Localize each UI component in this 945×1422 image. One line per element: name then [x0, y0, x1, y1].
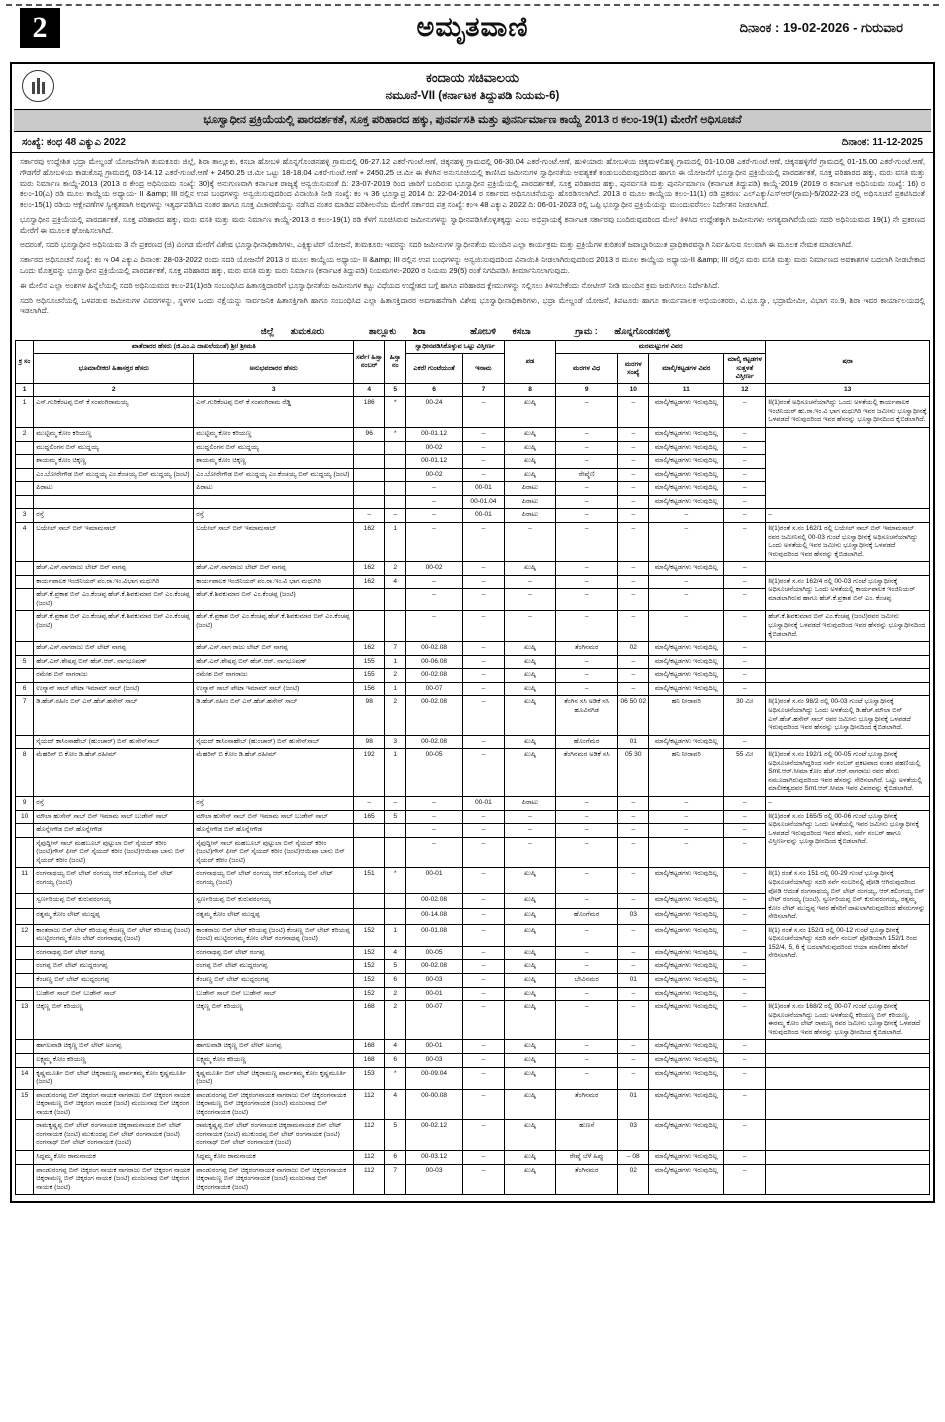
remark-cell: [766, 1053, 930, 1067]
remark-cell: II(1)ರಂತೆ ಸ.ನಂ 162/4 ರಲ್ಲಿ 00-03 ಗುಂಟೆ ಭೂಸ್ವಾಧೀನಕ್ಕೆ ಅಧಿಸೂಚನೆಯಾಗಿದ್ದು ಒಂದು ಅಳತೆಯಲ್ಲಿ ಕಾರ್ಯಪಾಲಕ ಇಂಜಿನಿಯರ್ ಮಾಡಲಾಗಿರುವ ಹಾಗೂ ಹೆಚ್.ಕೆ.ಪ್ರಕಾಶ ಬಿನ್ ಎಂ. ಕೆಂಚಪ್ಪ: [766, 575, 930, 611]
header-owners-group: ಖಾತೆದಾರರ ಹೆಸರು (ಜಿ.ಎಂ.ಎ ದಾಖಲೆಯಂತೆ) ಶ್ರೀ/ ಶ್ರೀಮತಿ: [34, 341, 354, 354]
ref-date: ದಿನಾಂಕ: 11-12-2025: [841, 137, 923, 148]
remark-cell: [766, 1089, 930, 1120]
table-row: 8 ಮೆಹರಿನ್ ಬಿ ಕೋಂ ಡಿ.ಹೆಚ್.ರಹೀಮ್ ಮೆಹರಿನ್ ಬಿ ಕೋಂ ಡಿ.ಹೆಚ್.ರಹೀಮ್ 192 1 00-05 – ಖುಷ್ಕಿ ತೆಂಗಿನಮರ ಅಡಿಕೆ ಸಸಿ 05 30 ಹನಿ ನೀರಾವರಿ 55 ಮೀ II(1)ರಂತೆ ಸ.ನಂ 192/1 ರಲ್ಲಿ 00-05 ಗುಂಟೆ ಭೂಸ್ವಾಧೀನಕ್ಕೆ ಅಧಿಸೂಚನೆಯಾಗಿದ್ದರಿಂದ ಸರ್ವೆ ನಂಬರ್ ಪ್ರಕಟವಾದ ನಂತರ ಪಹಣಿಯಲ್ಲಿ Smt.ಆರ್.ಸೀಮಾ ಕೋಂ ಹೆಚ್.ಆರ್.ನಾಗರಾಜು ರವರ ಹೆಸರು ನಮೂದಾಗಿರುವುದರಿಂದ ಇವರ ಹೆಸರನ್ನು ಸೇರಿಸಲಾಗಿದೆ. ಒಟ್ಟು ಅಳತೆಯಲ್ಲಿ ಮಾಲೀಕತ್ವದವರ Smt.ಆರ್.ಸೀಮಾ ಇವರ ವಿವರವನ್ನು ಕೈಬಿಡಲಾಗಿದೆ.: [16, 749, 930, 797]
header-occupant: ಅನುಭವದಾರರ ಹೆಸರು: [194, 354, 354, 384]
remark-cell: II(1)ರಂತೆ ಸ.ನಂ 168/2 ರಲ್ಲಿ 00-07 ಗುಂಟೆ ಭೂಸ್ವಾಧೀನಕ್ಕೆ ಅಧಿಸೂಚನೆಯಾಗಿದ್ದು ಒಂದು ಅಳತೆಯಲ್ಲಿ ಕರಿಯಣ್ಣ ಬಿನ್ ಕರಿಯಣ್ಣ, ಈರಮ್ಮ ಕೋಂ ಲೇಟ್ ರಾಮಣ್ಣ ರವರ ಜಮೀನು ಭೂಸ್ವಾಧೀನಕ್ಕೆ ಒಳಪಡದೆ ಇರುವುದರಿಂದ ಇವರ ಹೆಸರನ್ನು ಭೂಸ್ವಾಧೀನದಿಂದ ಕೈಬಿಡಲಾಗಿದೆ.: [766, 1001, 930, 1040]
header-remarks: ಷರಾ: [766, 341, 930, 384]
remark-cell: II(1)ರಂತೆ ಅಧಿಸೂಚನೆಯಾಗಿದ್ದು ಒಂದು ಅಳತೆಯಲ್ಲಿ ಕಾರ್ಯಪಾಲಕ ಇಂಜಿನಿಯರ್ ಹು.ರಾ.ಇಂ.ವಿ ಭಾಗ ಮಧುಗಿರಿ ಇವರ ಜಮೀನು ಭೂಸ್ವಾಧೀನಕ್ಕೆ ಒಳಪಡದೆ ಇರುವುದರಿಂದ ಇವರ ಹೆಸರನ್ನು ಭೂಸ್ವಾಧೀನದಿಂದ ಕೈಬಿಡಲಾಗಿದೆ.: [766, 397, 930, 428]
remark-cell: II(1)ರಂತೆ ಸ.ನಂ 165/5 ರಲ್ಲಿ 00-06 ಗುಂಟೆ ಭೂಸ್ವಾಧೀನಕ್ಕೆ ಅಧಿಸೂಚನೆಯಾಗಿದ್ದು ಒಂದು ಅಳತೆಯಲ್ಲಿ ಇವರ ಜಮೀನು ಭೂಸ್ವಾಧೀನಕ್ಕೆ ಒಳಪಡದೆ ಇರುವುದರಿಂದ ಇವರ ಹೆಸರು, ಸರ್ವೆ ನಂಬರ್ ಹಾಗೂ ವಿಸ್ತೀರ್ಣವನ್ನು ಭೂಸ್ವಾಧೀನದಿಂದ ಕೈಬಿಡಲಾಗಿದೆ.: [766, 810, 930, 868]
page-number: 2: [20, 8, 60, 48]
header-extent2: ಇನಾಮ: [462, 354, 504, 384]
notice-table-body: [16, 397, 930, 1195]
subject-bar: ಭೂಸ್ವಾಧೀನ ಪ್ರಕ್ರಿಯೆಯಲ್ಲಿ ಪಾರದರ್ಶಕತೆ, ಸೂಕ್ತ ಪರಿಹಾರದ ಹಕ್ಕು, ಪುನರ್ವಸತಿ ಮತ್ತು ಪುನರ್ನಿರ್ಮಾಣ ಕಾಯ್ದೆ 2013 ರ ಕಲಂ-19(1) ಮೇರೆಗೆ ಅಧಿಸೂಚನೆ: [14, 109, 931, 132]
remark-cell: [766, 1040, 930, 1054]
header-extent-group: ಸ್ವಾಧೀನಪಡಿಸಿಕೊಳ್ಳುವ ಒಟ್ಟು ವಿಸ್ತೀರ್ಣ: [406, 341, 505, 354]
remark-cell: [766, 1120, 930, 1151]
location-line: [12, 326, 933, 337]
paragraph: ಸರ್ಕಾರವು ಉದ್ದೇಶಿತ ಭದ್ರಾ ಮೇಲ್ದಂಡೆ ಯೋಜನೆಗಾಗಿ ತುಮಕೂರು ಜಿಲ್ಲೆ, ಶಿರಾ ತಾಲ್ಲೂಕು, ಕಸಬಾ ಹೋಬಳಿ ಹೊನ್ನಗೊಂಡನಹಳ್ಳಿ ಗ್ರಾಮದಲ್ಲಿ 06-27.12 ಎಕರೆ-ಗುಂಟೆ.ಆಣೆ, ಚಿಕ್ಕನಹಳ್ಳಿ ಗ್ರಾಮದಲ್ಲಿ 06-30.04 ಎಕರೆ-ಗುಂಟೆ.ಆಣೆ, ಹುಳಿಯಾರು ಹೋಬಳಿಯ ಚಿಕ್ಕಮಳಲಿಹಳ್ಳಿ ಗ್ರಾಮದಲ್ಲಿ 01-10.08 ಎಕರೆ-ಗುಂಟೆ.ಆಣೆ, ಚಿಕ್ಕನಹಳ್ಳಿಗೆರೆ ಗ್ರಾಮದಲ್ಲಿ 01-15.00 ಎಕರೆ-ಗುಂಟೆ.ಆಣೆ, ಗೌಡಗೆರೆ ಹೋಬಳಿಯ ಕಾಡುಕೊಪ್ಪ ಗ್ರಾಮದಲ್ಲಿ 03-14.12 ಎಕರೆ-ಗುಂಟೆ.ಆಣೆ + 2450.25 ಚ.ಮೀ ಒಟ್ಟು 18-18.04 ಎಕರೆ-ಗುಂಟೆ.ಆಣೆ + 2450.25 ಚ.ಮೀ ಈ ಕೆಳಗಿನ ಅನುಸೂಚಿಯಲ್ಲಿ ಕಾಣಿಸಿದ ಜಮೀನುಗಳ ಸ್ವಾಧೀನತೆಯ ಅವಶ್ಯಕತೆ ಕಂಡುಬಂದಿರುವುದರಿಂದ ಹಾಗೂ ಈ ಯೋಜನೆಗೆ ಭೂಸ್ವಾಧೀನ ಪ್ರಕ್ರಿಯೆಯಲ್ಲಿ ಪಾರದರ್ಶಕತೆ, ಸೂಕ್ತ ಪರಿಹಾರದ ಹಕ್ಕು, ಮರು ವಸತಿ ಮತ್ತು ಮರು ನಿರ್ಮಾಣ ಕಾಯ್ದೆ-2013 (2013 ರ ಕೇಂದ್ರ ಅಧಿನಿಯಮ ಸಂಖ್ಯೆ: 30)ಕ್ಕೆ ಅನುಗುಣವಾಗಿ ಕರ್ನಾಟಕ ರಾಜ್ಯಕ್ಕೆ ಅನ್ವಯಿಸುವಂತೆ ದಿ: 23-07-2019 ರಿಂದ ಜಾರಿಗೆ ಬಂದಿರುವ ಭೂಸ್ವಾಧೀನ ಪ್ರಕ್ರಿಯೆಯಲ್ಲಿ ಪಾರದರ್ಶಕತೆ, ಸೂಕ್ತ ಪರಿಹಾರದ ಹಕ್ಕು, ಪುನರ್ವಸತಿ ಮತ್ತು ಪುನರ್ನಿರ್ಮಾಣ (ಕರ್ನಾಟಕ ತಿದ್ದುಪಡಿ) ಕಾಯ್ದೆ-2019 (2019 ರ ಕರ್ನಾಟಕ ಅಧಿನಿಯಮ ಸಂಖ್ಯೆ: 16) ರ ಕಲಂ-10(ಎ) ರಡಿ ಮೂಲ ಕಾಯ್ದೆಯ ಅಧ್ಯಾಯ- II &amp; III ರಲ್ಲಿನ ಉಪ ಬಂಧಗಳನ್ನು ಅನ್ವಯಿಸುವುದರಿಂದ ವಿನಾಯಿತಿ ನೀಡಿ ಸಂಖ್ಯೆ: ಕಂ ಇ 36 ಭೂಸ್ವಾಪ್ರ 2014 ದಿ: 22-04-2014 ರ ಸರ್ಕಾರದ ಅಧಿಸೂಚನೆಯನ್ನು ಹೊರಡಿಸಲಾಗಿದೆ. 2013 ರ ಮೂಲ ಕಾಯ್ದೆಯ ಕಲಂ-11(1) ರಡಿ ಪ್ರಕರಣ: ಎಲ್ಎಕ್ಯು/ಎಸ್ಆರ್(ಗ್ರಾಮ)-5/2022-23 ರಲ್ಲಿ ಅಧಿಸೂಚನೆ ಪ್ರಕಟಿಸಿದಂತೆ ಕಲಂ-15(1) ರಡಿಯ ಆಕ್ಷೇಪಣೆಗಳ ಸ್ವೀಕೃತವಾಗಿ ಅವುಗಳನ್ನು ಇತ್ಯರ್ಥಪಡಿಸಿದ ನಂತರ ಹಾಗೂ ಸೂಕ್ತ ವಿಚಾರಣೆಯನ್ನು ನಡೆಸಿದ ನಂತರ ಮಾಡಿದ ಪರಿಶೀಲನೆಯ ಮೇರೆಗೆ ಸರ್ಕಾರದ ಪತ್ರ ಸಂಖ್ಯೆ: ಕಂಇ 48 ಎಕ್ಯುಎ 2022 ದಿ: 06-01-2023 ರಲ್ಲಿ ಒಪ್ಪಿ ಭೂಸ್ವಾಧೀನ ಪ್ರಕ್ರಿಯೆಯನ್ನು ಮುಂದುವರೆಸಲು ನಿರ್ದೇಶನ ನೀಡಲಾಗಿದೆ.: [20, 157, 925, 210]
column-number-row: 1 2 3 4 5 6 7 8 9 10 11 12 13: [16, 384, 930, 397]
table-row: – 00-01.04 ಪಿರಾಟು – – ಮಾಲ್ಕಿ/ಕಟ್ಟಡಗಳು ಇರುವುದಿಲ್ಲ –: [16, 495, 930, 509]
remark-cell: [766, 562, 930, 576]
paragraph: ಸರ್ಕಾರದ ಅಧಿಸೂಚನೆ ಸಂಖ್ಯೆ: ಕಂ ಇ 04 ಎಕ್ಯುಎ ದಿನಾಂಕ: 28-03-2022 ರಂದು ಸದರಿ ಯೋಜನೆಗೆ 2013 ರ ಮೂಲ ಕಾಯ್ದೆಯ ಅಧ್ಯಾಯ- II &amp; III ರಲ್ಲಿನ ಉಪ ಬಂಧಗಳನ್ನು ಅನ್ವಯಿಸುವುದರಿಂದ ವಿನಾಯಿತಿ ನೀಡಲಾಗಿರುವುದರಿಂದ 2013 ರ ಮೂಲ ಕಾಯ್ದೆಯ ಅಧ್ಯಾಯ-II &amp; III ರಲ್ಲಿನ ಮರು ವಸತಿ ಮತ್ತು ಮರು ನಿರ್ಮಾಣದ ಅವಕಾಶಗಳ ಬದಲಾಗಿ ನೀಡಬೇಕಾದ ಒಂದು ಮೊತ್ತವನ್ನು ಭೂಸ್ವಾಧೀನ ಪ್ರಕ್ರಿಯೆಯಲ್ಲಿ ಪಾರದರ್ಶಕತೆ, ಸೂಕ್ತ ಪರಿಹಾರದ ಹಕ್ಕು, ಮರು ವಸತಿ ಮತ್ತು ಮರು ನಿರ್ಮಾಣ (ಕರ್ನಾಟಕ ತಿದ್ದುಪಡಿ) ನಿಯಮಗಳು-2020 ರ ನಿಯಮ 29(5) ರಂತೆ ನಿಗದಿಪಡಿಸಿ ತೀರ್ಮಾನಿಸಲಾಗುವುದು.: [20, 255, 925, 276]
header-bldg: ಮಾಲ್ಕಿ/ಕಟ್ಟಡಗಳ ವಿವರ: [649, 354, 724, 384]
table-row: ರಾಮಕೃಷ್ಣಪ್ಪ ಬಿನ್ ಲೇಟ್ ರಂಗನಾಯಕ ಚಿಕ್ಕರಾಮನಾಯಕ ಬಿನ್ ಲೇಟ್ ರಂಗನಾಯಕ (ಜಂಟಿ) ಮುಕುಂದಪ್ಪ ಬಿನ್ ಲೇಟ್ ರಂಗನಾಯಕ (ಜಂಟಿ) ರಂಗನಾಥ್ ಬಿನ್ ಲೇಟ್ ರಂಗನಾಯಕ (ಜಂಟಿ) ರಾಮಕೃಷ್ಣಪ್ಪ ಬಿನ್ ಲೇಟ್ ರಂಗನಾಯಕ ಚಿಕ್ಕರಾಮನಾಯಕ ಬಿನ್ ಲೇಟ್ ರಂಗನಾಯಕ (ಜಂಟಿ) ಮುಕುಂದಪ್ಪ ಬಿನ್ ಲೇಟ್ ರಂಗನಾಯಕ (ಜಂಟಿ) ರಂಗನಾಥ್ ಬಿನ್ ಲೇಟ್ ರಂಗನಾಯಕ (ಜಂಟಿ) 112 5 00-02.12 – ಖುಷ್ಕಿ ಹುಣಸೆ 03 ಮಾಲ್ಕಿ/ಕಟ್ಟಡಗಳು ಇರುವುದಿಲ್ಲ –: [16, 1120, 930, 1151]
emblem-icon: [22, 70, 54, 102]
remark-cell: II(1)ರಂತೆ ಸ.ನಂ 192/1 ರಲ್ಲಿ 00-05 ಗುಂಟೆ ಭೂಸ್ವಾಧೀನಕ್ಕೆ ಅಧಿಸೂಚನೆಯಾಗಿದ್ದರಿಂದ ಸರ್ವೆ ನಂಬರ್ ಪ್ರಕಟವಾದ ನಂತರ ಪಹಣಿಯಲ್ಲಿ Smt.ಆರ್.ಸೀಮಾ ಕೋಂ ಹೆಚ್.ಆರ್.ನಾಗರಾಜು ರವರ ಹೆಸರು ನಮೂದಾಗಿರುವುದರಿಂದ ಇವರ ಹೆಸರನ್ನು ಸೇರಿಸಲಾಗಿದೆ. ಒಟ್ಟು ಅಳತೆಯಲ್ಲಿ ಮಾಲೀಕತ್ವದವರ Smt.ಆರ್.ಸೀಮಾ ಇವರ ವಿವರವನ್ನು ಕೈಬಿಡಲಾಗಿದೆ.: [766, 749, 930, 797]
table-row: ಸೈಫುದ್ದೀನ್ ಸಾಬ್ ಮಹಬೂಬ್ ಪುಟ್ಟುಲಾ ಬಿನ್ ಸೈಯದ್ ಕರೀಂ (ಜಂಟಿ)ಗೌಸ್ ಫೀರ್ ಬಿನ್ ಸೈಯದ್ ಕರೀಂ (ಜಂಟಿ)ಆಯಿಷಾ ಬಾನು ಬಿನ್ ಸೈಯದ್ ಕರೀಂ (ಜಂಟಿ) ಸೈಫುದ್ದೀನ್ ಸಾಬ್ ಮಹಬೂಬ್ ಪುಟ್ಟುಲಾ ಬಿನ್ ಸೈಯದ್ ಕರೀಂ (ಜಂಟಿ)ಗೌಸ್ ಫೀರ್ ಬಿನ್ ಸೈಯದ್ ಕರೀಂ (ಜಂಟಿ)ಆಯಿಷಾ ಬಾನು ಬಿನ್ ಸೈಯದ್ ಕರೀಂ (ಜಂಟಿ) – – – – – – –: [16, 837, 930, 868]
table-row: ಸೈಯದ್ ಕಾಸಿಂಸಾಹೇಬ್ (ಹುಂಚಾರ್) ಬಿನ್ ಹುಸೇನ್‌ಸಾಬ್ ಸೈಯದ್ ಕಾಸಿಂಸಾಹೇಬ್ (ಹುಂಚಾರ್) ಬಿನ್ ಹುಸೇನ್‌ಸಾಬ್ 98 3 00-02.08 – ಖುಷ್ಕಿ ಹೊಂಗೆಮರ 01 ಮಾಲ್ಕಿ/ಕಟ್ಟಡಗಳು ಇರುವುದಿಲ್ಲ –: [16, 735, 930, 749]
header-tree-count: ಮರಗಳ ಸಂಖ್ಯೆ: [618, 354, 649, 384]
table-row: ಎಂ.ಬೋರೇಗೌಡ ಬಿನ್ ಮುದ್ದಯ್ಯ ಎಂ.ಕೆಂಚಯ್ಯ ಬಿನ್ ಮುದ್ದಯ್ಯ (ಜಂಟಿ) ಎಂ.ಬೋರೇಗೌಡ ಬಿನ್ ಮುದ್ದಯ್ಯ ಎಂ.ಕೆಂಚಯ್ಯ ಬಿನ್ ಮುದ್ದಯ್ಯ (ಜಂಟಿ) 00-02 – ಖುಷ್ಕಿ ರೇಷ್ಮೆಣಿ – ಮಾಲ್ಕಿ/ಕಟ್ಟಡಗಳು ಇರುವುದಿಲ್ಲ –: [16, 468, 930, 482]
paragraph: ಅದರಂತೆ, ಸದರಿ ಭೂಸ್ವಾಧೀನ ಅಧಿನಿಯಮ 3 ನೇ ಪ್ರಕರಣದ (ಜಿ) ವಿಂಗಡ ಮೇರೆಗೆ ವಿಶೇಷ ಭೂಸ್ವಾಧೀನಾಧಿಕಾರಿಗಳು, ಎಕ್ಸಿಕ್ಯುಟಿವ್ ಯೋಜನೆ, ತುಮಕೂರು ಇವರನ್ನು ಸದರಿ ಜಮೀನುಗಳ ಸ್ವಾಧೀನತೆಯ ಮುಂದಿನ ಎಲ್ಲಾ ಕಾರ್ಯಕ್ರಮ ಮತ್ತು ಪ್ರಕ್ರಿಯೆಗಳ ಕುರಿತಂತೆ ಜವಾಬ್ದಾರಿಯುತ ಪ್ರಾಧಿಕಾರವನ್ನಾಗಿ ನಿರ್ವಹಿಸುವ ಸಲುವಾಗಿ ಈ ಮೂಲಕ ನೇಮಕ ಮಾಡಲಾಗಿದೆ.: [20, 240, 854, 250]
table-row: ಹಾಗಲವಾಡಿ ಚಿಕ್ಕಣ್ಣ ಬಿನ್ ಲೇಟ್ ಅಂಗಪ್ಪ ಹಾಗಲವಾಡಿ ಚಿಕ್ಕಣ್ಣ ಬಿನ್ ಲೇಟ್ ಅಂಗಪ್ಪ 168 4 00-01 – ಖುಷ್ಕಿ – – ಮಾಲ್ಕಿ/ಕಟ್ಟಡಗಳು ಇರುವುದಿಲ್ಲ –: [16, 1040, 930, 1054]
table-row: ಲಕ್ಷ್ಮಮ್ಮ ಕೋಂ ಕರಿಯಣ್ಣ ಲಕ್ಷ್ಮಮ್ಮ ಕೋಂ ಕರಿಯಣ್ಣ 168 6 00-03 – ಖುಷ್ಕಿ – – ಮಾಲ್ಕಿ/ಕಟ್ಟಡಗಳು ಇರುವುದಿಲ್ಲ –: [16, 1053, 930, 1067]
remark-cell: [766, 682, 930, 696]
ministry-heading: ಕಂದಾಯ ಸಚಿವಾಲಯ: [425, 70, 520, 85]
table-row: 6 ಉಸ್ಮಾನ್ ಸಾಬ್ ಪೇಟಾ ಇಮಾಮ್ ಸಾಬ್ (ಜಂಟಿ) ಉಸ್ಮಾನ್ ಸಾಬ್ ಪೇಟಾ ಇಮಾಮ್ ಸಾಬ್ (ಜಂಟಿ) 156 1 00-07 – ಖುಷ್ಕಿ – – ಮಾಲ್ಕಿ/ಕಟ್ಟಡಗಳು ಇರುವುದಿಲ್ಲ –: [16, 682, 930, 696]
table-row: 5 ಹೆಚ್.ಎನ್.ಶೇಷಪ್ಪ ಬಿನ್ ಹೆಚ್.ಆರ್. ನಾಗಭೂಷಣ್ ಹೆಚ್.ಎನ್.ಶೇಷಪ್ಪ ಬಿನ್ ಹೆಚ್.ಆರ್. ನಾಗಭೂಷಣ್ 155 1 00-06.08 – ಖುಷ್ಕಿ – – ಮಾಲ್ಕಿ/ಕಟ್ಟಡಗಳು ಇರುವುದಿಲ್ಲ –: [16, 655, 930, 669]
masthead-title: ಅಮೃತವಾಣಿ: [416, 12, 529, 42]
table-row: 10 ಮೌಲಾ ಹುಸೇನ್ ಸಾಬ್ ಬಿನ್ ಇಮಾಮ ಸಾಬ್ ಬುಡೇನ್ ಸಾಬ್ ಮೌಲಾ ಹುಸೇನ್ ಸಾಬ್ ಬಿನ್ ಇಮಾಮ ಸಾಬ್ ಬುಡೇನ್ ಸಾಬ್ 165 5 – – – – – – – II(1)ರಂತೆ ಸ.ನಂ 165/5 ರಲ್ಲಿ 00-06 ಗುಂಟೆ ಭೂಸ್ವಾಧೀನಕ್ಕೆ ಅಧಿಸೂಚನೆಯಾಗಿದ್ದು ಒಂದು ಅಳತೆಯಲ್ಲಿ ಇವರ ಜಮೀನು ಭೂಸ್ವಾಧೀನಕ್ಕೆ ಒಳಪಡದೆ ಇರುವುದರಿಂದ ಇವರ ಹೆಸರು, ಸರ್ವೆ ನಂಬರ್ ಹಾಗೂ ವಿಸ್ತೀರ್ಣವನ್ನು ಭೂಸ್ವಾಧೀನದಿಂದ ಕೈಬಿಡಲಾಗಿದೆ.: [16, 810, 930, 824]
notification-body: [12, 153, 933, 323]
table-row: ರತ್ನಮ್ಮ ಕೋಂ ಲೇಟ್ ಮುದ್ದಪ್ಪ ರತ್ನಮ್ಮ ಕೋಂ ಲೇಟ್ ಮುದ್ದಪ್ಪ 00-14.08 – ಖುಷ್ಕಿ ಹೊಂಗೆಮರ 03 ಮಾಲ್ಕಿ/ಕಟ್ಟಡಗಳು ಇರುವುದಿಲ್ಲ –: [16, 909, 930, 925]
hobli-label: ಹೋಬಳಿ: [470, 326, 497, 337]
remark-cell: ಹೆಚ್.ಕೆ.ಶಿವಕುಮಾರ ಬಿನ್ ಎಂ.ಕೆಂಚಪ್ಪ (ಜಂಟಿ)ರವರ ಜಮೀನು ಭೂಸ್ವಾಧೀನಕ್ಕೆ ಒಳಪಡದೆ ಇರುವುದರಿಂದ ಇವರ ಹೆಸರನ್ನು ಭೂಸ್ವಾಧೀನದಿಂದ ಕೈಬಿಡಲಾಗಿದೆ.: [766, 611, 930, 642]
remark-cell: [766, 1067, 930, 1089]
district-label: ಜಿಲ್ಲೆ: [260, 326, 275, 337]
table-row: 15 ಪಾಂಡುರಂಗಪ್ಪ ಬಿನ್ ಚಿಕ್ಕರಂಗ ನಾಯಕ ನಾಗರಾಜು ಬಿನ್ ಚಿಕ್ಕರಂಗ ನಾಯಕ ಚಿಕ್ಕರಾಮಣ್ಣ ಬಿನ್ ಚಿಕ್ಕರಂಗ ನಾಯಕ (ಜಂಟಿ) ಮಂಜುನಾಥ ಬಿನ್ ಚಿಕ್ಕರಂಗ ನಾಯಕ (ಜಂಟಿ) ಪಾಂಡುರಂಗಪ್ಪ ಬಿನ್ ಚಿಕ್ಕರಂಗನಾಯಕ ನಾಗರಾಜು ಬಿನ್ ಚಿಕ್ಕರಂಗನಾಯಕ ಚಿಕ್ಕರಾಮಣ್ಣ ಬಿನ್ ಚಿಕ್ಕರಂಗನಾಯಕ (ಜಂಟಿ) ಮಂಜುನಾಥ ಬಿನ್ ಚಿಕ್ಕರಂಗನಾಯಕ (ಜಂಟಿ) 112 4 00-00.08 – ಖುಷ್ಕಿ ತೆಂಗಿನಮರ 01 ಮಾಲ್ಕಿ/ಕಟ್ಟಡಗಳು ಇರುವುದಿಲ್ಲ –: [16, 1089, 930, 1120]
remark-cell: II(1) ರಂತೆ ಸ.ನಂ 151 ರಲ್ಲಿ 00-29 ಗುಂಟೆ ಭೂಸ್ವಾಧೀನಕ್ಕೆ ಅಧಿಸೂಚನೆಯಾಗಿದ್ದು ಸದರಿ ಸರ್ವೆ ನಂಬರಿನಲ್ಲಿ ಪೋಡಿ ಆಗಿರುವುದರಿಂದ ಪೋಡಿ ಆದಂತೆ ರಂಗನಾಥಯ್ಯ ಬಿನ್ ಲೇಟ್ ರಂಗಯ್ಯ, ಆರ್.ಕಲಿಂಗಯ್ಯ ಬಿನ್ ಲೇಟ್ ರಂಗಯ್ಯ (ಜಂಟಿ), ಸ್ವರ್ಣರಿಯಪ್ಪ ಬಿನ್ ಕುರುವರಂಗಯ್ಯ, ರತ್ನಮ್ಮ ಕೋಂ ಲೇಟ್ ಮುದ್ದಪ್ಪ ಇವರ ಹೆಸರಿಗೆ ದಾಖಲಾಗಿರುವುದರಿಂದ ಹೆಸರುಗಳನ್ನು ಸೇರಿಸಲಾಗಿದೆ.: [766, 868, 930, 924]
table-row: ಪಾಂಡುರಂಗಪ್ಪ ಬಿನ್ ಚಿಕ್ಕರಂಗ ನಾಯಕ ನಾಗರಾಜು ಬಿನ್ ಚಿಕ್ಕರಂಗ ನಾಯಕ ಚಿಕ್ಕರಾಮಣ್ಣ ಬಿನ್ ಚಿಕ್ಕರಂಗ ನಾಯಕ (ಜಂಟಿ) ಮಂಜುನಾಥ ಬಿನ್ ಚಿಕ್ಕರಂಗ ನಾಯಕ (ಜಂಟಿ) ಪಾಂಡುರಂಗಪ್ಪ ಬಿನ್ ಚಿಕ್ಕರಂಗನಾಯಕ ನಾಗರಾಜು ಬಿನ್ ಚಿಕ್ಕರಂಗನಾಯಕ ಚಿಕ್ಕರಾಮಣ್ಣ ಬಿನ್ ಚಿಕ್ಕರಂಗನಾಯಕ (ಜಂಟಿ) ಮಂಜುನಾಥ ಬಿನ್ ಚಿಕ್ಕರಂಗನಾಯಕ (ಜಂಟಿ) 112 7 00-03 – ಖುಷ್ಕಿ ತೆಂಗಿನಮರ 02 ಮಾಲ್ಕಿ/ಕಟ್ಟಡಗಳು ಇರುವುದಿಲ್ಲ –: [16, 1164, 930, 1195]
remark-cell: [766, 735, 930, 749]
table-row: ಸ್ವರ್ಣರಿಯಪ್ಪ ಬಿನ್ ಕುರುವರಂಗಯ್ಯ ಸ್ವರ್ಣರಿಯಪ್ಪ ಬಿನ್ ಕುರುವರಂಗಯ್ಯ 00-02.08 – ಖುಷ್ಕಿ – – ಮಾಲ್ಕಿ/ಕಟ್ಟಡಗಳು ಇರುವುದಿಲ್ಲ –: [16, 893, 930, 909]
table-row: 9 ರಸ್ತೆ ರಸ್ತೆ – – – 00-01 ಪಿರಾಟು – – – – –: [16, 797, 930, 811]
remark-cell: [766, 1151, 930, 1165]
remark-cell: II(1) ರಂತೆ ಸ.ನಂ 152/1 ರಲ್ಲಿ 00-12 ಗುಂಟೆ ಭೂಸ್ವಾಧೀನಕ್ಕೆ ಅಧಿಸೂಚನೆಯಾಗಿದ್ದು ಸದರಿ ಸರ್ವೆ ನಂಬರ್ ಪೋಡಿಯಾಗಿ 152/1 ರಿಂದ 152/4, 5, 6 ಕ್ಕೆ ಬದಲಾಗಿರುವುದರಿಂದ ಆಯಾ ಮಾಲೀಕರ ಹೆಸರಿಗೆ ಸೇರಿಸಲಾಗಿದೆ.: [766, 924, 930, 1000]
remark-cell: [766, 428, 930, 509]
table-row: ಹೊನ್ನೇಗೌಡ ಬಿನ್ ಹೊನ್ನೇಗೌಡ ಹೊನ್ನೇಗೌಡ ಬಿನ್ ಹೊನ್ನೇಗೌಡ – – – – – – –: [16, 824, 930, 838]
header-bldg-area: ಮಾಲ್ಕಿ ಕಟ್ಟಡಗಳ ಸುತ್ತಳತೆ ವಿಸ್ತೀರ್ಣ: [724, 354, 766, 384]
village-value: ಹೊನ್ನಗೊಂಡನಹಳ್ಳಿ: [614, 326, 671, 337]
remark-cell: II(1)ರಂತೆ ಸ.ನಂ 162/1 ರಲ್ಲಿ ಬಯೇಲ್ ಸಾಬ್ ಬಿನ್ ಇಮಾಮಸಾಬ್ ರವರ ಜಮೀನಿನಲ್ಲಿ 00-03 ಗುಂಟೆ ಭೂಸ್ವಾಧೀನಕ್ಕೆ ಅಧಿಸೂಚನೆಯಾಗಿದ್ದು ಒಂದು ಅಳತೆಯಲ್ಲಿ ಇವರ ಜಮೀನು ಭೂಸ್ವಾಧೀನಕ್ಕೆ ಒಳಪಡದೆ ಇರುವುದರಿಂದ ಇವರ ಹೆಸರನ್ನು ಕೈಬಿಡಲಾಗಿದೆ.: [766, 522, 930, 561]
hobli-value: ಕಸಬಾ: [512, 326, 531, 337]
header-land: ಪಡ: [504, 341, 555, 384]
paragraph: ಸದರಿ ಅಧಿಸೂಚನೆಯಲ್ಲಿ ಒಳಪಡುವ ಜಮೀನುಗಳ ವಿವರಗಳನ್ನು, ಸ್ಥಳಗಳ ಒಂದು ನಕ್ಷೆಯನ್ನು ಸಾರ್ವಜನಿಕ ಹಿತಾಸಕ್ತಿಗಾಗಿ ಹಾಗೂ ಸಂಬಂಧಿಸಿದ ಎಲ್ಲಾ ಹಿತಾಸಕ್ತಿದಾರರ ಅವಗಾಹನೆಗಾಗಿ ವಿಶೇಷ ಭೂಸ್ವಾಧೀನಾಧಿಕಾರಿಗಳು, ಭದ್ರಾ ಮೇಲ್ದಂಡೆ ಯೋಜನೆ, ತಿಪಟೂರು ಹಾಗೂ ಕಾರ್ಯಪಾಲಕ ಅಭಿಯಂತರರು, ವಿ.ಭೂ.ಸ್ವಾ, ಭದ್ರಾಮೇಮೀ, ವಿಭಾಗ ನಂ.9, ಶಿರಾ ಇವರ ಕಾರ್ಯಾಲಯದಲ್ಲಿ ಇಡಲಾಗಿದೆ.: [20, 295, 925, 316]
remark-cell: [766, 669, 930, 683]
table-row: 7 ಡಿ.ಹೆಚ್.ರಹೀಂ ಬಿನ್ ಎಸ್.ಹೆಚ್.ಹಸೇನ್ ಸಾಬ್ ಡಿ.ಹೆಚ್.ರಹೀಂ ಬಿನ್ ಎಸ್.ಹೆಚ್.ಹಸೇನ್ ಸಾಬ್ 98 2 00-02.08 – ಖುಷ್ಕಿ ತೆಂಗಿನ ಸಸಿ ಅಡಿಕೆ ಸಸಿ ಹೂವಿನಗಿಡ 06 50 02 ಹನಿ ನೀರಾವರಿ 30 ಮೀ II(1)ರಂತೆ ಸ.ನಂ 98/2 ರಲ್ಲಿ 00-03 ಗುಂಟೆ ಭೂಸ್ವಾಧೀನಕ್ಕೆ ಅಧಿಸೂಚನೆಯಾಗಿದ್ದು ಒಂದು ಅಳತೆಯಲ್ಲಿ ಡಿ.ಹೆಚ್.ಮೌಲಾ ಬಿನ್ ಎಸ್.ಹೆಚ್.ಹಸೇನ್ ಸಾಬ್ ರವರ ಜಮೀನು ಭೂಸ್ವಾಧೀನಕ್ಕೆ ಒಳಪಡದೆ ಇರುವುದರಿಂದ ಇವರ ಹೆಸರನ್ನು ಭೂಸ್ವಾಧೀನದಿಂದ ಕೈಬಿಡಲಾಗಿದೆ.: [16, 696, 930, 735]
table-row: 3 ರಸ್ತೆ ರಸ್ತೆ – – – 00-01 ಪಿರಾಟು – – – – –: [16, 509, 930, 523]
table-row: ಮುದ್ದಲಿಂಗನ ಬಿನ್ ಮುದ್ದಯ್ಯ ಮುದ್ದಲಿಂಗನ ಬಿನ್ ಮುದ್ದಯ್ಯ 00-02 – ಖುಷ್ಕಿ – – ಮಾಲ್ಕಿ/ಕಟ್ಟಡಗಳು ಇರುವುದಿಲ್ಲ –: [16, 441, 930, 455]
table-row: ಹೆಚ್.ಎಸ್.ನಾಗರಾಜು ಲೇಟ್ ಬಿನ್ ನಾಗಪ್ಪ ಹೆಚ್.ಎಸ್.ನಾಗರಾಜು ಲೇಟ್ ಬಿನ್ ನಾಗಪ್ಪ 162 2 00-02 – ಖುಷ್ಕಿ – – ಮಾಲ್ಕಿ/ಕಟ್ಟಡಗಳು ಇರುವುದಿಲ್ಲ –: [16, 562, 930, 576]
paragraph: ಭೂಸ್ವಾಧೀನ ಪ್ರಕ್ರಿಯೆಯಲ್ಲಿ ಪಾರದರ್ಶಕತೆ, ಸೂಕ್ತ ಪರಿಹಾರದ ಹಕ್ಕು, ಮರು ವಸತಿ ಮತ್ತು ಮರು ನಿರ್ಮಾಣ ಕಾಯ್ದೆ-2013 ರ ಕಲಂ-19(1) ರಡಿ ಕೆಳಗೆ ಸೂಚಿಸಿರುವ ಜಮೀನುಗಳನ್ನು ಸ್ವಾಧೀನಪಡಿಸಿಕೊಳ್ಳತಕ್ಕದ್ದು ಎಂಬ ಅಭಿಪ್ರಾಯಕ್ಕೆ ಕರ್ನಾಟಕ ಸರ್ಕಾರವು ಬಂದಿರುವುದರಿಂದ ಮೇಲೆ ತಿಳಿಸಿದ ಉದ್ದೇಶಕ್ಕಾಗಿ ಜಮೀನುಗಳು ಅಗತ್ಯವಾಗಿವೆಯೆಂದು ಸದರಿ ಅಧಿನಿಯಮದ 19(1) ನೇ ಪ್ರಕರಣದ ಮೇರೆಗೆ ಈ ಮೂಲಕ ಘೋಷಿಸಲಾಗಿದೆ.: [20, 214, 925, 235]
notice-table: [15, 340, 930, 1195]
table-row: ಹೆಚ್.ಕೆ.ಪ್ರಕಾಶ ಬಿನ್ ಎಂ.ಕೆಂಚಪ್ಪ ಹೆಚ್.ಕೆ.ಶಿವಕುಮಾರ ಬಿನ್ ಎಂ.ಕೆಂಚಪ್ಪ (ಜಂಟಿ) ಹೆಚ್.ಕೆ.ಶಿವಕುಮಾರ ಬಿನ್ ಎಂ.ಕೆಂಚಪ್ಪ (ಜಂಟಿ) – – – – – – –: [16, 589, 930, 611]
header-sl: ಕ್ರ ಸಂ: [16, 341, 34, 384]
header-hissa: ಹಿಸ್ಸಾ ನಂ: [385, 341, 406, 384]
table-row: 2 ಮುಟ್ಟಿಮ್ಮ ಕೋಂ ಕರಿಯಣ್ಣ ಮುಟ್ಟಿಮ್ಮ ಕೋಂ ಕರಿಯಣ್ಣ 96 * 00-01.12 – ಖುಷ್ಕಿ – – ಮಾಲ್ಕಿ/ಕಟ್ಟಡಗಳು ಇರುವುದಿಲ್ಲ –: [16, 428, 930, 442]
header-trees-group: ಮರಮಟ್ಟುಗಳ ವಿವರ: [556, 341, 766, 354]
table-row: ಬುಡೇನ್ ಸಾಬ್ ಬಿನ್ ಬುಡೇನ್ ಸಾಬ್ ಬುಡೇನ್ ಸಾಬ್ ಬಿನ್ ಬುಡೇನ್ ಸಾಬ್ 152 2 00-01 – ಖುಷ್ಕಿ – – ಮಾಲ್ಕಿ/ಕಟ್ಟಡಗಳು ಇರುವುದಿಲ್ಲ –: [16, 987, 930, 1001]
table-row: ರಂಗಪ್ಪ ಬಿನ್ ಲೇಟ್ ಮುದ್ದರಂಗಪ್ಪ ರಂಗಪ್ಪ ಬಿನ್ ಲೇಟ್ ಮುದ್ದರಂಗಪ್ಪ 152 5 00-02.08 – ಖುಷ್ಕಿ – – ಮಾಲ್ಕಿ/ಕಟ್ಟಡಗಳು ಇರುವುದಿಲ್ಲ –: [16, 960, 930, 974]
table-row: ರಂಗನಾಥಪ್ಪ ಬಿನ್ ಲೇಟ್ ರಂಗಪ್ಪ ರಂಗನಾಥಪ್ಪ ಬಿನ್ ಲೇಟ್ ರಂಗಪ್ಪ 152 4 00-05 – ಖುಷ್ಕಿ – – ಮಾಲ್ಕಿ/ಕಟ್ಟಡಗಳು ಇರುವುದಿಲ್ಲ –: [16, 946, 930, 960]
ref-number: ಸಂಖ್ಯೆ: ಕಂಧ 48 ಎಕ್ಯುಎ 2022: [22, 137, 126, 148]
table-row: ಪಿರಾಟು ಪಿರಾಟು – 00-01 ಪಿರಾಟು – – ಮಾಲ್ಕಿ/ಕಟ್ಟಡಗಳು ಇರುವುದಿಲ್ಲ –: [16, 482, 930, 496]
page-header: [14, 6, 931, 60]
header-survey: ಸರ್ವೆ/ ಹಿಸ್ಸಾ ನಂಬರ್: [354, 341, 385, 384]
table-row: 13 ಚಿಕ್ಕಣ್ಣ ಬಿನ್ ಕರಿಯಣ್ಣ ಚಿಕ್ಕಣ್ಣ ಬಿನ್ ಕರಿಯಣ್ಣ 168 2 00-07 – ಖುಷ್ಕಿ – – ಮಾಲ್ಕಿ/ಕಟ್ಟಡಗಳು ಇರುವುದಿಲ್ಲ – II(1)ರಂತೆ ಸ.ನಂ 168/2 ರಲ್ಲಿ 00-07 ಗುಂಟೆ ಭೂಸ್ವಾಧೀನಕ್ಕೆ ಅಧಿಸೂಚನೆಯಾಗಿದ್ದು ಒಂದು ಅಳತೆಯಲ್ಲಿ ಕರಿಯಣ್ಣ ಬಿನ್ ಕರಿಯಣ್ಣ, ಈರಮ್ಮ ಕೋಂ ಲೇಟ್ ರಾಮಣ್ಣ ರವರ ಜಮೀನು ಭೂಸ್ವಾಧೀನಕ್ಕೆ ಒಳಪಡದೆ ಇರುವುದರಿಂದ ಇವರ ಹೆಸರನ್ನು ಭೂಸ್ವಾಧೀನದಿಂದ ಕೈಬಿಡಲಾಗಿದೆ.: [16, 1001, 930, 1040]
remark-cell: [766, 655, 930, 669]
taluk-value: ಶಿರಾ: [412, 326, 426, 337]
table-row: ಕೆಂಚಣ್ಣ ಬಿನ್ ಲೇಟ್ ಮುದ್ದರಂಗಪ್ಪ ಕೆಂಚಣ್ಣ ಬಿನ್ ಲೇಟ್ ಮುದ್ದರಂಗಪ್ಪ 152 6 00-03 – ಖುಷ್ಕಿ ಬೇವಿನಮರ 01 ಮಾಲ್ಕಿ/ಕಟ್ಟಡಗಳು ಇರುವುದಿಲ್ಲ –: [16, 974, 930, 988]
remark-cell: [766, 1164, 930, 1195]
table-row: 14 ಕೃಷ್ಣಮೂರ್ತಿ ಬಿನ್ ಲೇಟ್ ಚಿಕ್ಕರಾಮಣ್ಣ ಪಾರ್ವತಮ್ಮ ಕೋಂ ಕೃಷ್ಣಮೂರ್ತಿ (ಜಂಟಿ) ಕೃಷ್ಣಮೂರ್ತಿ ಬಿನ್ ಲೇಟ್ ಚಿಕ್ಕರಾಮಣ್ಣ ಪಾರ್ವತಮ್ಮ ಕೋಂ ಕೃಷ್ಣಮೂರ್ತಿ (ಜಂಟಿ) 153 * 00-09.04 – ಖುಷ್ಕಿ – – ಮಾಲ್ಕಿ/ಕಟ್ಟಡಗಳು ಇರುವುದಿಲ್ಲ –: [16, 1067, 930, 1089]
table-row: ಸಿದ್ದಮ್ಮ ಕೋಂ ರಾಮನಾಯಕ ಸಿದ್ದಮ್ಮ ಕೋಂ ರಾಮನಾಯಕ 112 6 00-03.12 – ಖುಷ್ಕಿ ರೇಷ್ಮೆ ಬೆಳೆ ಹಿಪ್ಪು – 08 ಮಾಲ್ಕಿ/ಕಟ್ಟಡಗಳು ಇರುವುದಿಲ್ಲ –: [16, 1151, 930, 1165]
district-value: ತುಮಕೂರು: [290, 326, 325, 337]
remark-cell: –: [766, 509, 930, 523]
table-row: 11 ರಂಗನಾಥಯ್ಯ ಬಿನ್ ಲೇಟ್ ರಂಗಯ್ಯ ಆರ್.ಕಲಿಂಗಯ್ಯ ಬಿನ್ ಲೇಟ್ ರಂಗಯ್ಯ (ಜಂಟಿ) ರಂಗನಾಥಯ್ಯ ಬಿನ್ ಲೇಟ್ ರಂಗಯ್ಯ ಆರ್.ಕಲಿಂಗಯ್ಯ ಬಿನ್ ಲೇಟ್ ರಂಗಯ್ಯ (ಜಂಟಿ) 151 * 00-01 – ಖುಷ್ಕಿ – – ಮಾಲ್ಕಿ/ಕಟ್ಟಡಗಳು ಇರುವುದಿಲ್ಲ – II(1) ರಂತೆ ಸ.ನಂ 151 ರಲ್ಲಿ 00-29 ಗುಂಟೆ ಭೂಸ್ವಾಧೀನಕ್ಕೆ ಅಧಿಸೂಚನೆಯಾಗಿದ್ದು ಸದರಿ ಸರ್ವೆ ನಂಬರಿನಲ್ಲಿ ಪೋಡಿ ಆಗಿರುವುದರಿಂದ ಪೋಡಿ ಆದಂತೆ ರಂಗನಾಥಯ್ಯ ಬಿನ್ ಲೇಟ್ ರಂಗಯ್ಯ, ಆರ್.ಕಲಿಂಗಯ್ಯ ಬಿನ್ ಲೇಟ್ ರಂಗಯ್ಯ (ಜಂಟಿ), ಸ್ವರ್ಣರಿಯಪ್ಪ ಬಿನ್ ಕುರುವರಂಗಯ್ಯ, ರತ್ನಮ್ಮ ಕೋಂ ಲೇಟ್ ಮುದ್ದಪ್ಪ ಇವರ ಹೆಸರಿಗೆ ದಾಖಲಾಗಿರುವುದರಿಂದ ಹೆಸರುಗಳನ್ನು ಸೇರಿಸಲಾಗಿದೆ.: [16, 868, 930, 893]
table-row: ಶಾಯಮ್ಮ ಕೋಂ ಚಿಕ್ಕಣ್ಣ ಶಾಯಮ್ಮ ಕೋಂ ಚಿಕ್ಕಣ್ಣ 00-01.12 – ಖುಷ್ಕಿ – – ಮಾಲ್ಕಿ/ಕಟ್ಟಡಗಳು ಇರುವುದಿಲ್ಲ –: [16, 455, 930, 469]
form-line: ನಮೂನೆ-VII (ಕರ್ನಾಟಕ ತಿದ್ದುಪಡಿ ನಿಯಮ-6): [385, 90, 560, 102]
table-row: 4 ಬಯೇಲ್ ಸಾಬ್ ಬಿನ್ ಇಮಾಮಸಾಬ್ ಬಯೇಲ್ ಸಾಬ್ ಬಿನ್ ಇಮಾಮಸಾಬ್ 162 1 – – – – – – – II(1)ರಂತೆ ಸ.ನಂ 162/1 ರಲ್ಲಿ ಬಯೇಲ್ ಸಾಬ್ ಬಿನ್ ಇಮಾಮಸಾಬ್ ರವರ ಜಮೀನಿನಲ್ಲಿ 00-03 ಗುಂಟೆ ಭೂಸ್ವಾಧೀನಕ್ಕೆ ಅಧಿಸೂಚನೆಯಾಗಿದ್ದು ಒಂದು ಅಳತೆಯಲ್ಲಿ ಇವರ ಜಮೀನು ಭೂಸ್ವಾಧೀನಕ್ಕೆ ಒಳಪಡದೆ ಇರುವುದರಿಂದ ಇವರ ಹೆಸರನ್ನು ಕೈಬಿಡಲಾಗಿದೆ.: [16, 522, 930, 561]
remark-cell: II(1)ರಂತೆ ಸ.ನಂ 98/2 ರಲ್ಲಿ 00-03 ಗುಂಟೆ ಭೂಸ್ವಾಧೀನಕ್ಕೆ ಅಧಿಸೂಚನೆಯಾಗಿದ್ದು ಒಂದು ಅಳತೆಯಲ್ಲಿ ಡಿ.ಹೆಚ್.ಮೌಲಾ ಬಿನ್ ಎಸ್.ಹೆಚ್.ಹಸೇನ್ ಸಾಬ್ ರವರ ಜಮೀನು ಭೂಸ್ವಾಧೀನಕ್ಕೆ ಒಳಪಡದೆ ಇರುವುದರಿಂದ ಇವರ ಹೆಸರನ್ನು ಭೂಸ್ವಾಧೀನದಿಂದ ಕೈಬಿಡಲಾಗಿದೆ.: [766, 696, 930, 735]
header-tree-type: ಮರಗಳ ವಿಧ: [556, 354, 618, 384]
table-row: 12 ಕಾಂತರಾಜು ಬಿನ್ ಲೇಟ್ ಕರಿಯಪ್ಪ ಕೆಂಚಣ್ಣ ಬಿನ್ ಲೇಟ್ ಕರಿಯಪ್ಪ (ಜಂಟಿ) ಮುಟ್ಟಿರಂಗಮ್ಮ ಕೋಂ ಲೇಟ್ ರಂಗನಾಥಪ್ಪ (ಜಂಟಿ) ಕಾಂತರಾಜು ಬಿನ್ ಲೇಟ್ ಕರಿಯಪ್ಪ (ಜಂಟಿ) ಕೆಂಚಣ್ಣ ಬಿನ್ ಲೇಟ್ ಕರಿಯಪ್ಪ (ಜಂಟಿ) ಮುಟ್ಟಿರಂಗಮ್ಮ ಕೋಂ ಲೇಟ್ ರಂಗನಾಥಪ್ಪ (ಜಂಟಿ) 152 1 00-01.08 – ಖುಷ್ಕಿ – – ಮಾಲ್ಕಿ/ಕಟ್ಟಡಗಳು ಇರುವುದಿಲ್ಲ – II(1) ರಂತೆ ಸ.ನಂ 152/1 ರಲ್ಲಿ 00-12 ಗುಂಟೆ ಭೂಸ್ವಾಧೀನಕ್ಕೆ ಅಧಿಸೂಚನೆಯಾಗಿದ್ದು ಸದರಿ ಸರ್ವೆ ನಂಬರ್ ಪೋಡಿಯಾಗಿ 152/1 ರಿಂದ 152/4, 5, 6 ಕ್ಕೆ ಬದಲಾಗಿರುವುದರಿಂದ ಆಯಾ ಮಾಲೀಕರ ಹೆಸರಿಗೆ ಸೇರಿಸಲಾಗಿದೆ.: [16, 924, 930, 946]
village-label: ಗ್ರಾಮ :: [575, 326, 598, 337]
table-row: ಹೆಚ್.ಕೆ.ಪ್ರಕಾಶ ಬಿನ್ ಎಂ.ಕೆಂಚಪ್ಪ ಹೆಚ್.ಕೆ.ಶಿವಕುಮಾರ ಬಿನ್ ಎಂ.ಕೆಂಚಪ್ಪ (ಜಂಟಿ) ಹೆಚ್.ಕೆ.ಪ್ರಕಾಶ ಬಿನ್ ಎಂ.ಕೆಂಚಪ್ಪ ಹೆಚ್.ಕೆ.ಶಿವಕುಮಾರ ಬಿನ್ ಎಂ.ಕೆಂಚಪ್ಪ (ಜಂಟಿ) – – – – – – – ಹೆಚ್.ಕೆ.ಶಿವಕುಮಾರ ಬಿನ್ ಎಂ.ಕೆಂಚಪ್ಪ (ಜಂಟಿ)ರವರ ಜಮೀನು ಭೂಸ್ವಾಧೀನಕ್ಕೆ ಒಳಪಡದೆ ಇರುವುದರಿಂದ ಇವರ ಹೆಸರನ್ನು ಭೂಸ್ವಾಧೀನದಿಂದ ಕೈಬಿಡಲಾಗಿದೆ.: [16, 611, 930, 642]
header-owner: ಭೂಮಾಲೀಕರ/ ಹಿತಾಸಕ್ತರ ಹೆಸರು: [34, 354, 194, 384]
table-row: 1 ಎಸ್.ಗುರಿಕೆಂಟಪ್ಪ ಬಿನ್ ಕೆ ಸಂಪಂಗಿರಾಮಯ್ಯ ಎಸ್.ಗುರಿಕೆಂಟಪ್ಪ ಬಿನ್ ಕೆ ಸಂಪಂಗಿರಾಮ ರೆಡ್ಡಿ 186 * 00-24 – ಖುಷ್ಕಿ – – ಮಾಲ್ಕಿ/ಕಟ್ಟಡಗಳು ಇರುವುದಿಲ್ಲ – II(1)ರಂತೆ ಅಧಿಸೂಚನೆಯಾಗಿದ್ದು ಒಂದು ಅಳತೆಯಲ್ಲಿ ಕಾರ್ಯಪಾಲಕ ಇಂಜಿನಿಯರ್ ಹು.ರಾ.ಇಂ.ವಿ ಭಾಗ ಮಧುಗಿರಿ ಇವರ ಜಮೀನು ಭೂಸ್ವಾಧೀನಕ್ಕೆ ಒಳಪಡದೆ ಇರುವುದರಿಂದ ಇವರ ಹೆಸರನ್ನು ಭೂಸ್ವಾಧೀನದಿಂದ ಕೈಬಿಡಲಾಗಿದೆ.: [16, 397, 930, 428]
header-extent1: ಎಕರೆ/ ಗುಂಟೆಯಂತೆ: [406, 354, 463, 384]
table-row: ಕಾರ್ಯಪಾಲಕ ಇಂಜಿನಿಯರ್ ಪಂ.ರಾ.ಇಂ.ವಿಭಾಗ ಮಧುಗಿರಿ ಕಾರ್ಯಪಾಲಕ ಇಂಜಿನಿಯರ್ ಪಂ.ರಾ.ಇಂ.ವಿ ಭಾಗ ಮಧುಗಿರಿ 162 4 – – – – – – – II(1)ರಂತೆ ಸ.ನಂ 162/4 ರಲ್ಲಿ 00-03 ಗುಂಟೆ ಭೂಸ್ವಾಧೀನಕ್ಕೆ ಅಧಿಸೂಚನೆಯಾಗಿದ್ದು ಒಂದು ಅಳತೆಯಲ್ಲಿ ಕಾರ್ಯಪಾಲಕ ಇಂಜಿನಿಯರ್ ಮಾಡಲಾಗಿರುವ ಹಾಗೂ ಹೆಚ್.ಕೆ.ಪ್ರಕಾಶ ಬಿನ್ ಎಂ. ಕೆಂಚಪ್ಪ: [16, 575, 930, 589]
paragraph: ಈ ಮೇಲಿನ ಎಲ್ಲಾ ಅಂಶಗಳ ಹಿನ್ನೆಲೆಯಲ್ಲಿ ಸದರಿ ಅಧಿನಿಯಮದ ಕಲಂ-21(1)ರಡಿ ಸಂಬಂಧಿಸಿದ ಹಿತಾಸಕ್ತಿದಾರರಿಗೆ ಭೂಸ್ವಾಧೀನತೆಯ ಜಮೀನುಗಳ ಕಟ್ಟು ವಿಧೆಯದ ಉದ್ದೇಶದ ಬಗ್ಗೆ ಹಾಗೂ ಪರಿಹಾರದ ಕ್ಲೇಮುಗಳನ್ನು ಸಲ್ಲಿಸಲು ತಿಳಿಸಬೇಕೆಂದು ನೋಟೀಸ್ ನೀಡಿ ಮುಂದಿನ ಕ್ರಮ ಜರುಗಿಸಲು ನಿರ್ದೇಶಿಸಿದೆ.: [20, 280, 720, 290]
remark-cell: –: [766, 797, 930, 811]
remark-cell: [766, 642, 930, 656]
table-row: ರಮೇಶ ಬಿನ್ ನಾಗರಾಜು ರಮೇಶ ಬಿನ್ ನಾಗರಾಜು 155 2 00-02.08 – ಖುಷ್ಕಿ – – ಮಾಲ್ಕಿ/ಕಟ್ಟಡಗಳು ಇರುವುದಿಲ್ಲ –: [16, 669, 930, 683]
reference-row: [12, 132, 933, 153]
table-header: [16, 341, 930, 397]
taluk-label: ತಾಲ್ಲೂಕು: [368, 326, 397, 337]
notification-sheet: [10, 62, 935, 1203]
table-row: ಹೆಚ್.ಎಸ್.ನಾಗರಾಜು ಬಿನ್ ಲೇಟ್ ನಾಗಪ್ಪ ಹೆಚ್.ಎಸ್.ನಾಗ ರಾಜು ಲೇಟ್ ಬಿನ್ ನಾಗಪ್ಪ 162 7 00-02.08 – ಖುಷ್ಕಿ ತೆಂಗಿನಮರ 02 ಮಾಲ್ಕಿ/ಕಟ್ಟಡಗಳು ಇರುವುದಿಲ್ಲ –: [16, 642, 930, 656]
date-line: ದಿನಾಂಕ : 19-02-2026 - ಗುರುವಾರ: [739, 20, 903, 35]
